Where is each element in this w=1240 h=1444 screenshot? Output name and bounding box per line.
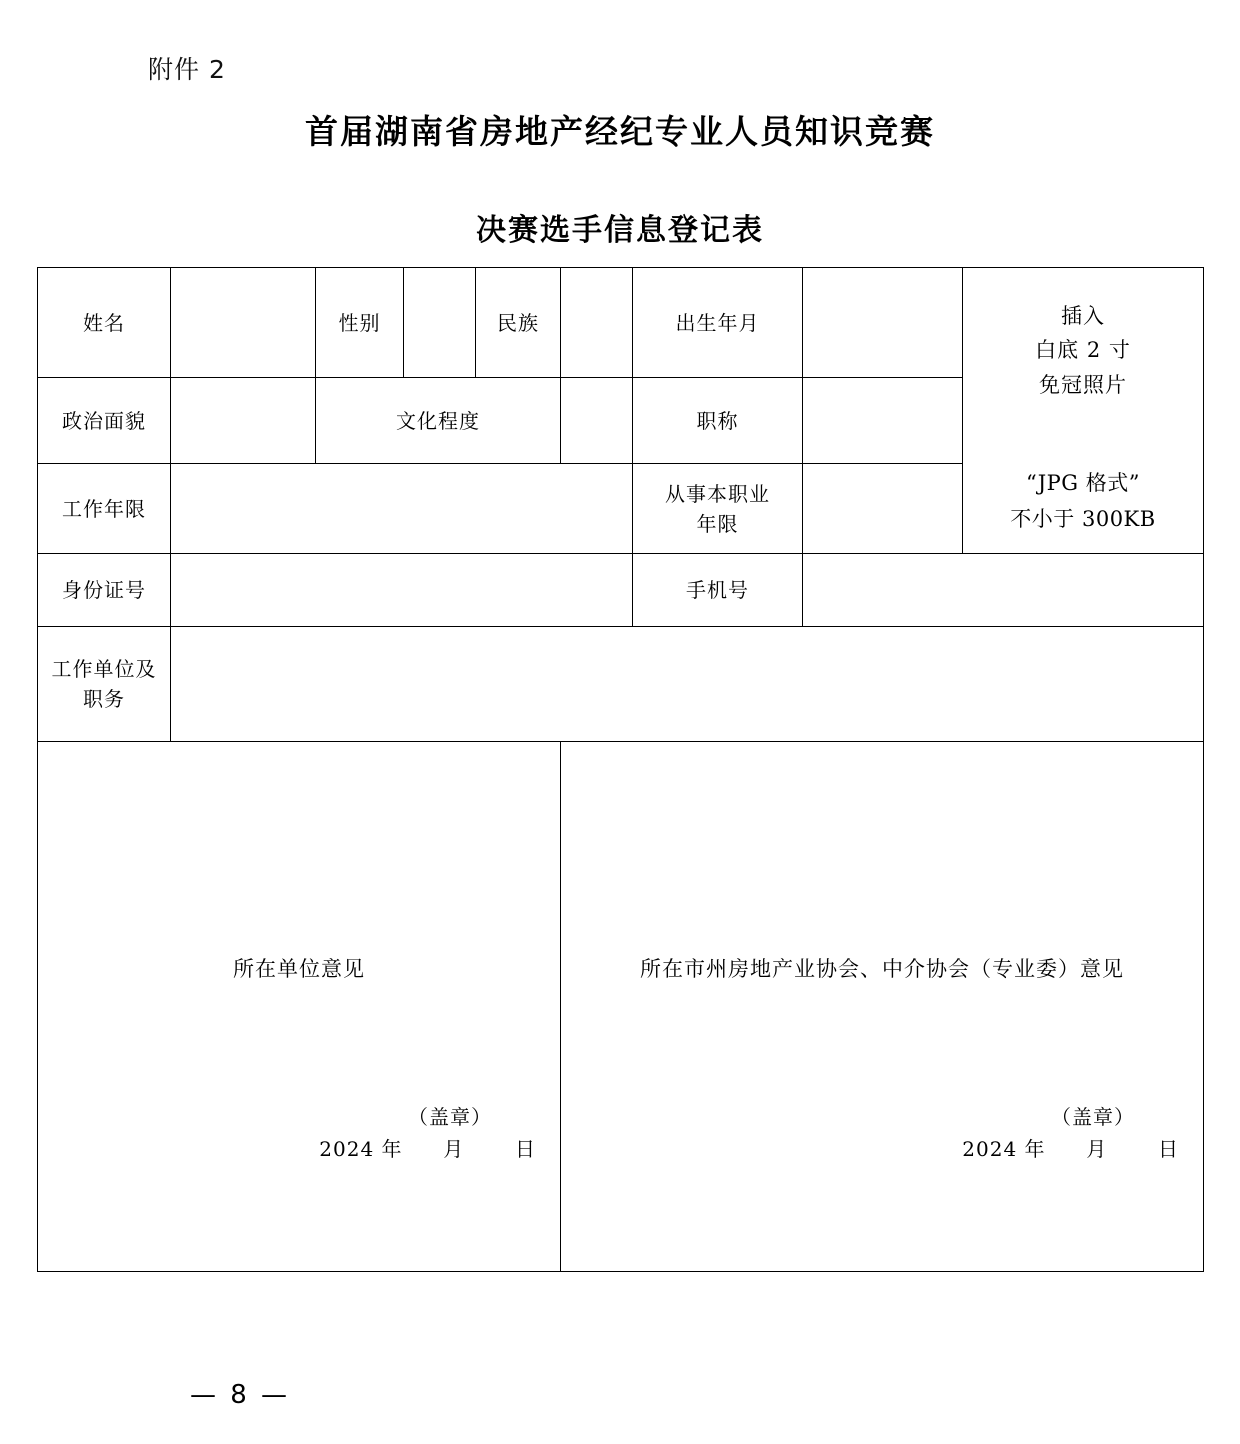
- page-subtitle: 决赛选手信息登记表: [476, 212, 764, 248]
- label-employer-position: [38, 627, 171, 742]
- title-block: [0, 110, 1240, 249]
- page-number: — 8 —: [189, 1380, 291, 1410]
- table-row: [38, 742, 1204, 1272]
- label-name: 姓名: [38, 268, 171, 378]
- opinion-association-date: [962, 1134, 1179, 1164]
- opinion-association-day: 日: [1158, 1137, 1179, 1161]
- attachment-label: 附件 2: [148, 55, 226, 84]
- photo-line-4: “JPG 格式”: [1026, 470, 1140, 495]
- field-ethnicity[interactable]: [561, 268, 633, 378]
- field-gender[interactable]: [404, 268, 476, 378]
- label-employer-position-line1: 工作单位及: [51, 657, 157, 681]
- label-ethnicity: 民族: [476, 268, 561, 378]
- table-row: [38, 268, 1204, 378]
- label-employer-position-line2: 职务: [83, 687, 125, 711]
- label-education: 文化程度: [316, 378, 561, 464]
- field-profession-years[interactable]: [803, 464, 963, 554]
- label-id-number: 身份证号: [38, 554, 171, 627]
- label-profession-years-line1: 从事本职业: [665, 481, 770, 506]
- field-name[interactable]: [171, 268, 316, 378]
- registration-form-table: [37, 267, 1204, 1272]
- field-job-title[interactable]: [803, 378, 963, 464]
- table-row: [38, 554, 1204, 627]
- photo-line-1: 插入: [1061, 303, 1105, 328]
- label-political-status: 政治面貌: [38, 378, 171, 464]
- field-political-status[interactable]: [171, 378, 316, 464]
- field-employer-position[interactable]: [171, 627, 1204, 742]
- label-phone: 手机号: [633, 554, 803, 627]
- opinion-association-month: 月: [1086, 1137, 1108, 1161]
- opinion-employer-month: 月: [443, 1137, 465, 1161]
- opinion-association-year: 2024 年: [962, 1137, 1046, 1161]
- opinion-employer-year: 2024 年: [319, 1137, 403, 1161]
- label-birth-date: 出生年月: [633, 268, 803, 378]
- field-phone[interactable]: [803, 554, 1204, 627]
- photo-line-5: 不小于 300KB: [1010, 507, 1156, 532]
- opinion-employer-seal: （盖章）: [408, 1105, 492, 1129]
- label-profession-years-line2: 年限: [696, 511, 739, 536]
- page-title: 首届湖南省房地产经纪专业人员知识竞赛: [305, 112, 935, 151]
- opinion-employer-date: [319, 1134, 536, 1164]
- label-job-title: 职称: [633, 378, 803, 464]
- label-profession-years: [633, 464, 803, 554]
- opinion-employer-title: 所在单位意见: [233, 957, 365, 981]
- field-education[interactable]: [561, 378, 633, 464]
- photo-line-2: 白底 2 寸: [1035, 338, 1131, 363]
- table-row: [38, 627, 1204, 742]
- opinion-employer[interactable]: [38, 742, 561, 1272]
- photo-placeholder[interactable]: [963, 268, 1204, 554]
- opinion-association-seal: （盖章）: [1051, 1105, 1135, 1129]
- opinion-association[interactable]: [561, 742, 1204, 1272]
- label-gender: 性别: [316, 268, 404, 378]
- opinion-association-title: 所在市州房地产业协会、中介协会（专业委）意见: [640, 957, 1124, 981]
- label-work-years: 工作年限: [38, 464, 171, 554]
- photo-line-3: 免冠照片: [1039, 373, 1127, 398]
- field-id-number[interactable]: [171, 554, 633, 627]
- field-work-years[interactable]: [171, 464, 633, 554]
- field-birth-date[interactable]: [803, 268, 963, 378]
- opinion-employer-day: 日: [515, 1137, 536, 1161]
